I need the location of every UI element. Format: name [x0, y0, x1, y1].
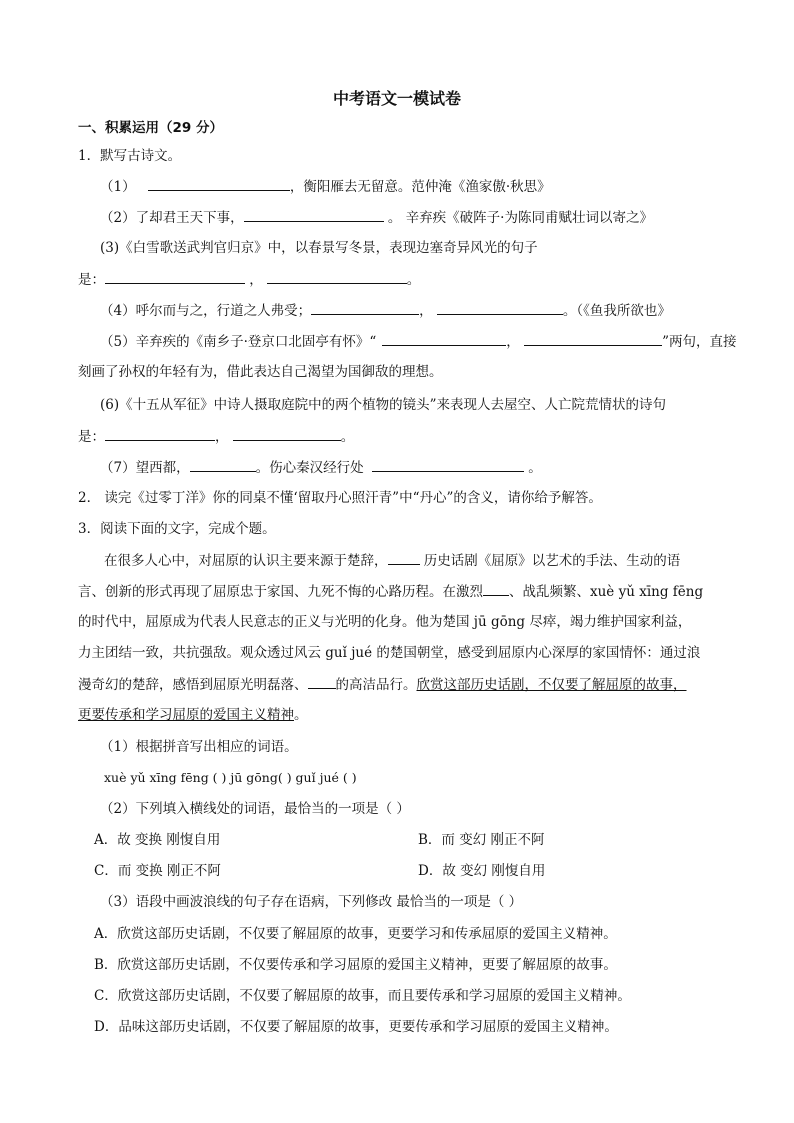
option-c[interactable]: C．而 变换 刚正不阿 — [94, 863, 221, 879]
answer-blank[interactable] — [105, 426, 215, 441]
option-3-c[interactable]: C．欣赏这部历史话剧，不仅要了解屈原的故事，而且要传承和学习屈原的爱国主义精神。 — [94, 988, 631, 1004]
option-3-a[interactable]: A．欣赏这部历史话剧，不仅要了解屈原的故事，更要学习和传承屈原的爱国主义精神。 — [94, 926, 617, 942]
fill-blank[interactable] — [483, 581, 509, 596]
fill-blank[interactable] — [308, 674, 336, 689]
option-d[interactable]: D．故 变幻 刚愎自用 — [418, 863, 546, 879]
passage-line-6 — [78, 705, 308, 725]
question-1-1 — [100, 176, 551, 197]
q1-3-end: 。 — [406, 272, 421, 288]
passage-text: 的高洁品行。 — [335, 677, 417, 693]
answer-blank[interactable] — [148, 176, 290, 191]
wavy-underlined-sentence: 欣赏这部历史话剧，不仅要了解屈原的故事， — [416, 677, 687, 693]
q1-6-prefix: 是： — [78, 429, 105, 445]
wavy-underlined-sentence: 更要传承和学习屈原的爱国主义精神 — [78, 707, 294, 723]
q1-4-sep: ， — [419, 303, 433, 319]
passage-text: 言、创新的形式再现了屈原忠于家国、九死不悔的心路历程。在激烈 — [78, 584, 483, 600]
question-1-3-line2 — [78, 269, 420, 290]
question-1-3-line1: (3)《白雪歌送武判官归京》中，以春景写冬景，表现边塞奇异风光的句子 — [100, 240, 538, 256]
answer-blank[interactable] — [382, 331, 506, 346]
answer-blank[interactable] — [105, 269, 245, 284]
question-3-1: （1）根据拼音写出相应的词语。 — [100, 739, 298, 755]
question-3-1-items: xuè yǔ xīng fēng ( ) jū gōng( ) guǐ jué ( ) — [104, 770, 357, 785]
question-1-4 — [100, 300, 671, 321]
q1-7-mid: 。伤心秦汉经行处 — [255, 460, 364, 476]
page-title: 中考语文一模试卷 — [332, 89, 461, 108]
answer-blank[interactable] — [233, 426, 341, 441]
q1-2-suffix: 。 辛弃疾《破阵子·为陈同甫赋壮词以寄之》 — [387, 210, 653, 226]
question-1-6-line2 — [78, 426, 354, 447]
passage-line-2 — [78, 581, 703, 602]
answer-blank[interactable] — [244, 207, 384, 222]
q1-5-sep: ， — [506, 334, 520, 350]
passage-line-3: 的时代中，屈原成为代表人民意志的正义与光明的化身。他为楚国 jū gōng 尽瘁，竭力维护国家利益， — [78, 614, 692, 630]
option-3-b[interactable]: B．欣赏这部历史话剧，不仅要传承和学习屈原的爱国主义精神，更要了解屈原的故事。 — [94, 957, 617, 973]
q1-1-suffix: ，衡阳雁去无留意。范仲淹《渔家傲·秋思》 — [289, 179, 551, 195]
q1-7-end: 。 — [528, 460, 542, 476]
q1-5-suffix: ”两句，直接 — [662, 334, 737, 350]
passage-text: 、战乱频繁、xuè yǔ xīng fēng — [509, 584, 704, 600]
option-3-d[interactable]: D．品味这部历史话剧，不仅要了解屈原的故事，更要传承和学习屈原的爱国主义精神。 — [94, 1019, 618, 1035]
section-heading: 一、积累运用（29 分） — [78, 120, 223, 136]
answer-blank[interactable] — [437, 300, 563, 315]
answer-blank[interactable] — [190, 457, 256, 472]
q1-6-end: 。 — [340, 429, 355, 445]
question-1: 1．默写古诗文。 — [78, 148, 182, 164]
q1-1-prefix: （1） — [100, 179, 136, 195]
question-1-5-line1 — [100, 331, 737, 352]
passage-line-5 — [78, 674, 687, 695]
q1-4-suffix: 。（《鱼我所欲也》 — [562, 303, 671, 319]
question-1-2 — [100, 207, 653, 228]
fill-blank[interactable] — [388, 550, 420, 565]
passage-text: 在很多人心中，对屈原的认识主要来源于楚辞， — [104, 553, 388, 569]
question-3-3: （3）语段中画波浪线的句子存在语病，下列修改 最恰当的一项是（ ） — [100, 894, 523, 910]
question-3: 3．阅读下面的文字，完成个题。 — [78, 521, 276, 537]
answer-blank[interactable] — [372, 457, 524, 472]
question-1-7 — [100, 457, 542, 478]
q1-6-sep: ， — [215, 429, 229, 445]
answer-blank[interactable] — [524, 331, 662, 346]
passage-text: 漫奇幻的楚辞，感悟到屈原光明磊落、 — [78, 677, 308, 693]
answer-blank[interactable] — [311, 300, 419, 315]
answer-blank[interactable] — [267, 269, 407, 284]
option-b[interactable]: B．而 变幻 刚正不阿 — [418, 832, 545, 848]
q1-3-prefix: 是： — [78, 272, 105, 288]
question-1-5-line2: 刻画了孙权的年轻有为，借此表达自己渴望为国御敌的理想。 — [78, 364, 443, 380]
passage-line-4: 力主团结一致，共抗强敌。观众透过风云 guǐ jué 的楚国朝堂，感受到屈原内心深厚的家国情怀：通过浪 — [78, 645, 701, 661]
q1-3-sep: ， — [249, 272, 263, 288]
passage-text: 。 — [294, 707, 308, 723]
passage-line-1 — [104, 550, 680, 571]
passage-text: 历史话剧《屈原》以艺术的手法、生动的语 — [419, 553, 681, 569]
q1-5-prefix: （5）辛弃疾的《南乡子·登京口北固亭有怀》“ — [100, 334, 377, 350]
option-a[interactable]: A．故 变换 刚愎自用 — [94, 832, 221, 848]
q1-4-prefix: （4）呼尔而与之，行道之人弗受； — [100, 303, 312, 319]
q1-2-prefix: （2）了却君王天下事， — [100, 210, 244, 226]
question-2: 2． 读完《过零丁洋》你的同桌不懂‘留取丹心照汗青”中“丹心”的含义，请你给予解答。 — [78, 490, 602, 506]
q1-7-prefix: （7）望西都， — [100, 460, 190, 476]
question-1-6-line1: (6)《十五从军征》中诗人摄取庭院中的两个植物的镜头”来表现人去屋空、人亡院荒情状的诗句 — [100, 397, 667, 413]
question-3-2: （2）下列填入横线处的词语，最恰当的一项是（ ） — [100, 801, 410, 817]
